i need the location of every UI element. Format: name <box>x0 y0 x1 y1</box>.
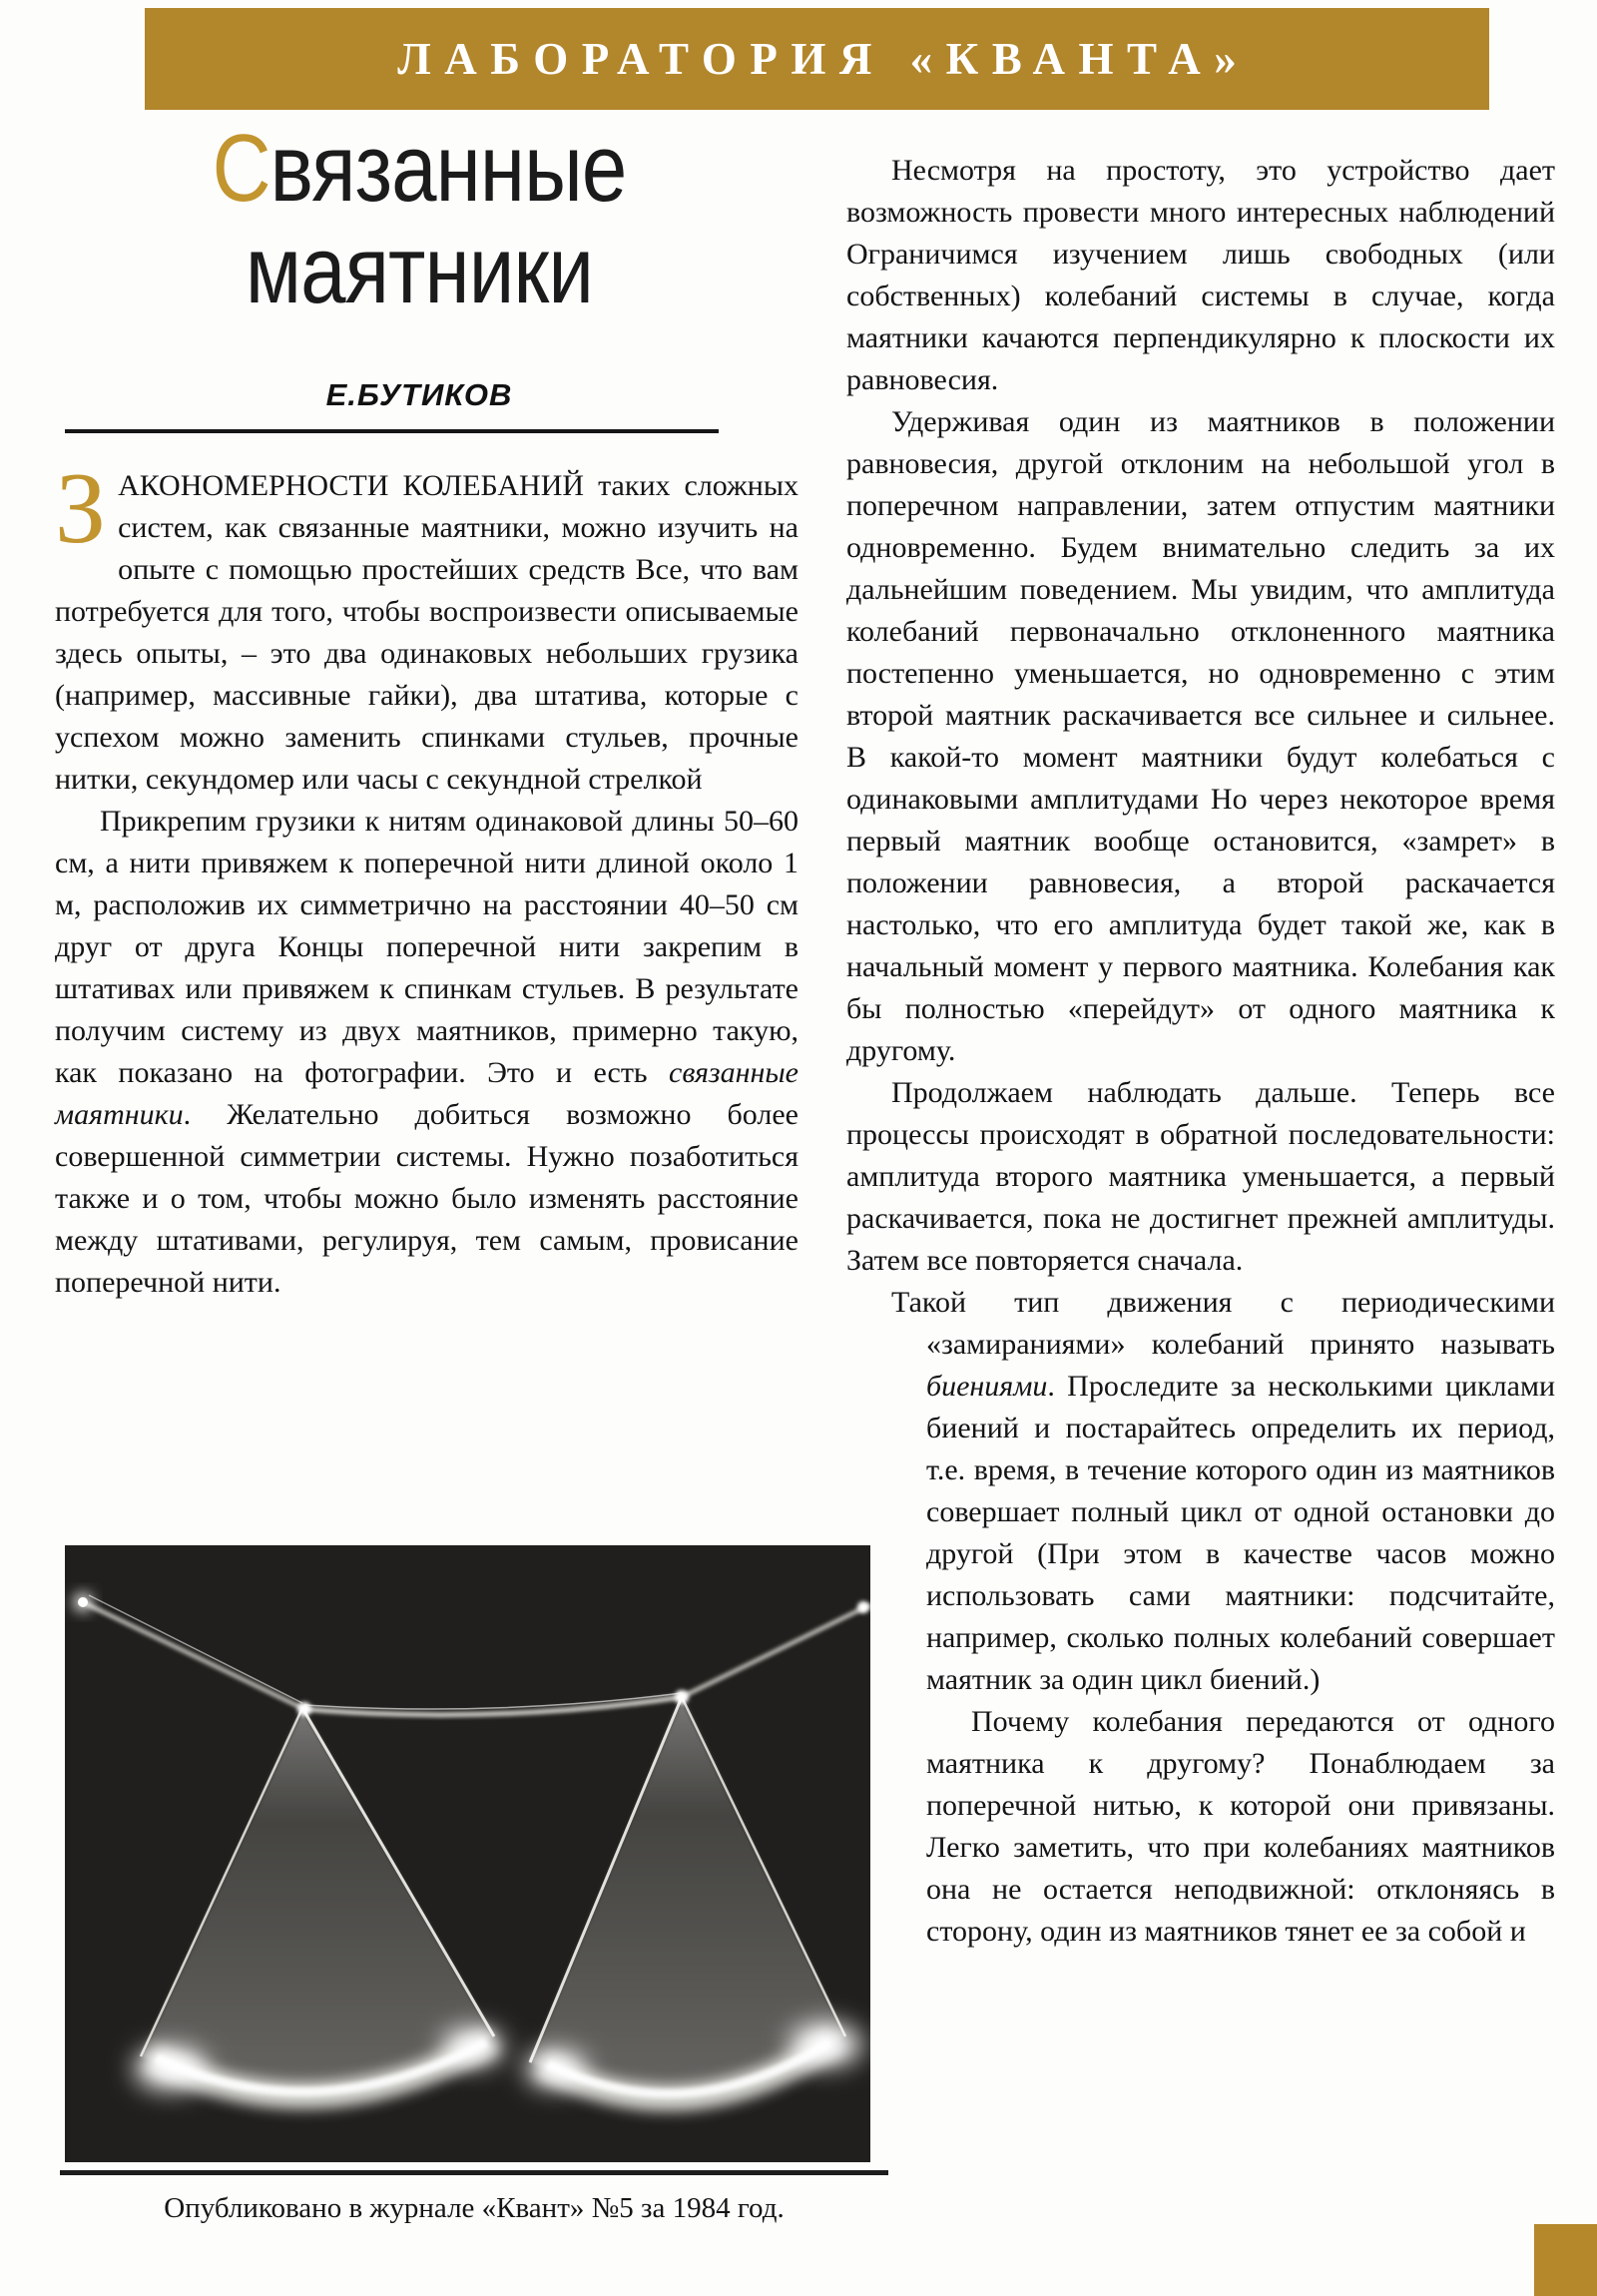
paragraph-text: . Желательно добиться возможно более совершенной симметрии системы. Нужно позаботиться также и о том, чтобы можно было изменять расстояние между штативами, регулируя, тем самым, провисание поперечной нити. <box>55 1098 798 1299</box>
left-trail-end-glow-left <box>135 2047 207 2089</box>
photo-caption: Опубликовано в журнале «Квант» №5 за 1984 год. <box>164 2192 785 2224</box>
title-initial-letter: С <box>212 115 270 222</box>
paragraph-text: Почему колебания передаются от одного маятника к другому? Понаблюдаем за поперечной нитью, к которой они привязаны. Легко заметить, что при колебаниях маятников она не остается неподвижной: отклоняясь в сторону, один из маятников тянет ее за собой и <box>926 1705 1555 1948</box>
pendulums-photo-art <box>65 1545 870 2162</box>
article-title <box>123 115 717 323</box>
emphasized-term: биениями <box>926 1370 1048 1403</box>
author-divider-rule <box>65 429 719 433</box>
left-junction-knot <box>297 1702 311 1716</box>
paragraph <box>55 801 798 1304</box>
left-text-column <box>55 452 798 1304</box>
right-support-knot <box>857 1601 869 1613</box>
paragraph <box>846 1072 1555 1282</box>
article-title-line2: маятники <box>245 217 594 323</box>
section-banner <box>145 8 1489 110</box>
paragraph-text: Продолжаем наблюдать дальше. Теперь все процессы происходят в обратной последовательности: амплитуда второго маятника уменьшается, а первый раскачивается, пока не достигнет прежней амплитуды. Затем все повторяется сначала. <box>846 1076 1555 1277</box>
author-name: Е.БУТИКОВ <box>325 377 513 412</box>
paragraph <box>55 452 798 801</box>
paragraph <box>846 1701 1555 1953</box>
left-support-knot-core <box>78 1597 88 1607</box>
pendulums-photograph <box>65 1545 870 2162</box>
paragraph-text: Удерживая один из маятников в положении равновесия, другой отклоним на небольшой угол в поперечном направлении, затем отпустим маятники одновременно. Будем внимательно следить за их дальнейшим поведением. Мы увидим, что амплитуда колебаний первоначально отклоненного маятника постепенно уменьшается, но одновременно с этим второй маятник раскачивается все сильнее и сильнее. В какой-то момент маятники будут колебаться с одинаковыми амплитудами Но через некоторое время первый маятник вообще остановится, «замрет» в положении равновесия, а второй раскачается настолько, что его амплитуда будет такой же, как в начальный момент у первого маятника. Колебания как бы полностью «перейдут» от одного маятника к другому. <box>846 405 1555 1067</box>
paragraph-text: таких сложных систем, как связанные маятники, можно изучить на опыте с помощью простейших средств Все, что вам потребуется для того, чтобы воспроизвести описываемые здесь опыты, – это два одинаковых небольших грузика (например, массивные гайки), два штатива, которые с успехом можно заменить спинками стульев, прочные нитки, секундомер или часы с секундной стрелкой <box>55 469 798 796</box>
paragraph <box>846 1282 1555 1701</box>
paragraph-text: Такой тип движения с периодическими «замираниями» колебаний принято назы <box>891 1286 1555 1361</box>
article-title-line1 <box>123 115 717 222</box>
right-junction-knot <box>675 1690 689 1704</box>
title-line1-rest: вязанные <box>269 115 627 222</box>
right-trail-end-glow-right <box>790 2023 861 2065</box>
paragraph-lead-caps: АКОНОМЕРНОСТИ КОЛЕБАНИЙ <box>118 469 585 502</box>
right-text-column <box>846 150 1555 2082</box>
left-trail-end-glow-right <box>442 2028 502 2064</box>
paragraph-text: . Проследите за несколькими циклами биений и постарайтесь определить их период, т.е. время, в течение которого один из маятников совершает полный цикл от одной остановки до другой (При этом в качестве часов можно использовать сами маятники: подсчитайте, например, сколько полных колебаний совершает маятник за один цикл биений.) <box>926 1370 1555 1696</box>
paragraph <box>846 150 1555 401</box>
paragraph-text: Прикрепим грузики к нитям одинаковой длины 50–60 см, а нити привяжем к поперечной нити длиной около 1 м, расположив их симметрично на расстоянии 40–50 см друг от друга Концы поперечной нити закрепим в штативах или привяжем к спинкам стульев. В результате получим систему из двух маятников, примерно такую, как показано на фотографии. Это и есть <box>55 805 798 1089</box>
paragraph-text: Несмотря на простоту, это устройство дает возможность провести много интересных наблюдений Ограничимся изучением лишь свободных (или собственных) колебаний системы в случае, когда маятники качаются перпендикулярно к плоскости их равновесия. <box>846 154 1555 396</box>
paragraph <box>846 401 1555 1072</box>
page-corner-marker <box>1534 2224 1597 2296</box>
emphasized-term: связанные маятники <box>55 1056 798 1131</box>
right-trail-end-glow-left <box>526 2050 586 2086</box>
dropcap-letter: З <box>55 452 107 565</box>
caption-divider-rule <box>60 2170 888 2175</box>
section-banner-label: ЛАБОРАТОРИЯ «КВАНТА» <box>397 34 1251 84</box>
paragraph-text: вать <box>1501 1328 1555 1361</box>
